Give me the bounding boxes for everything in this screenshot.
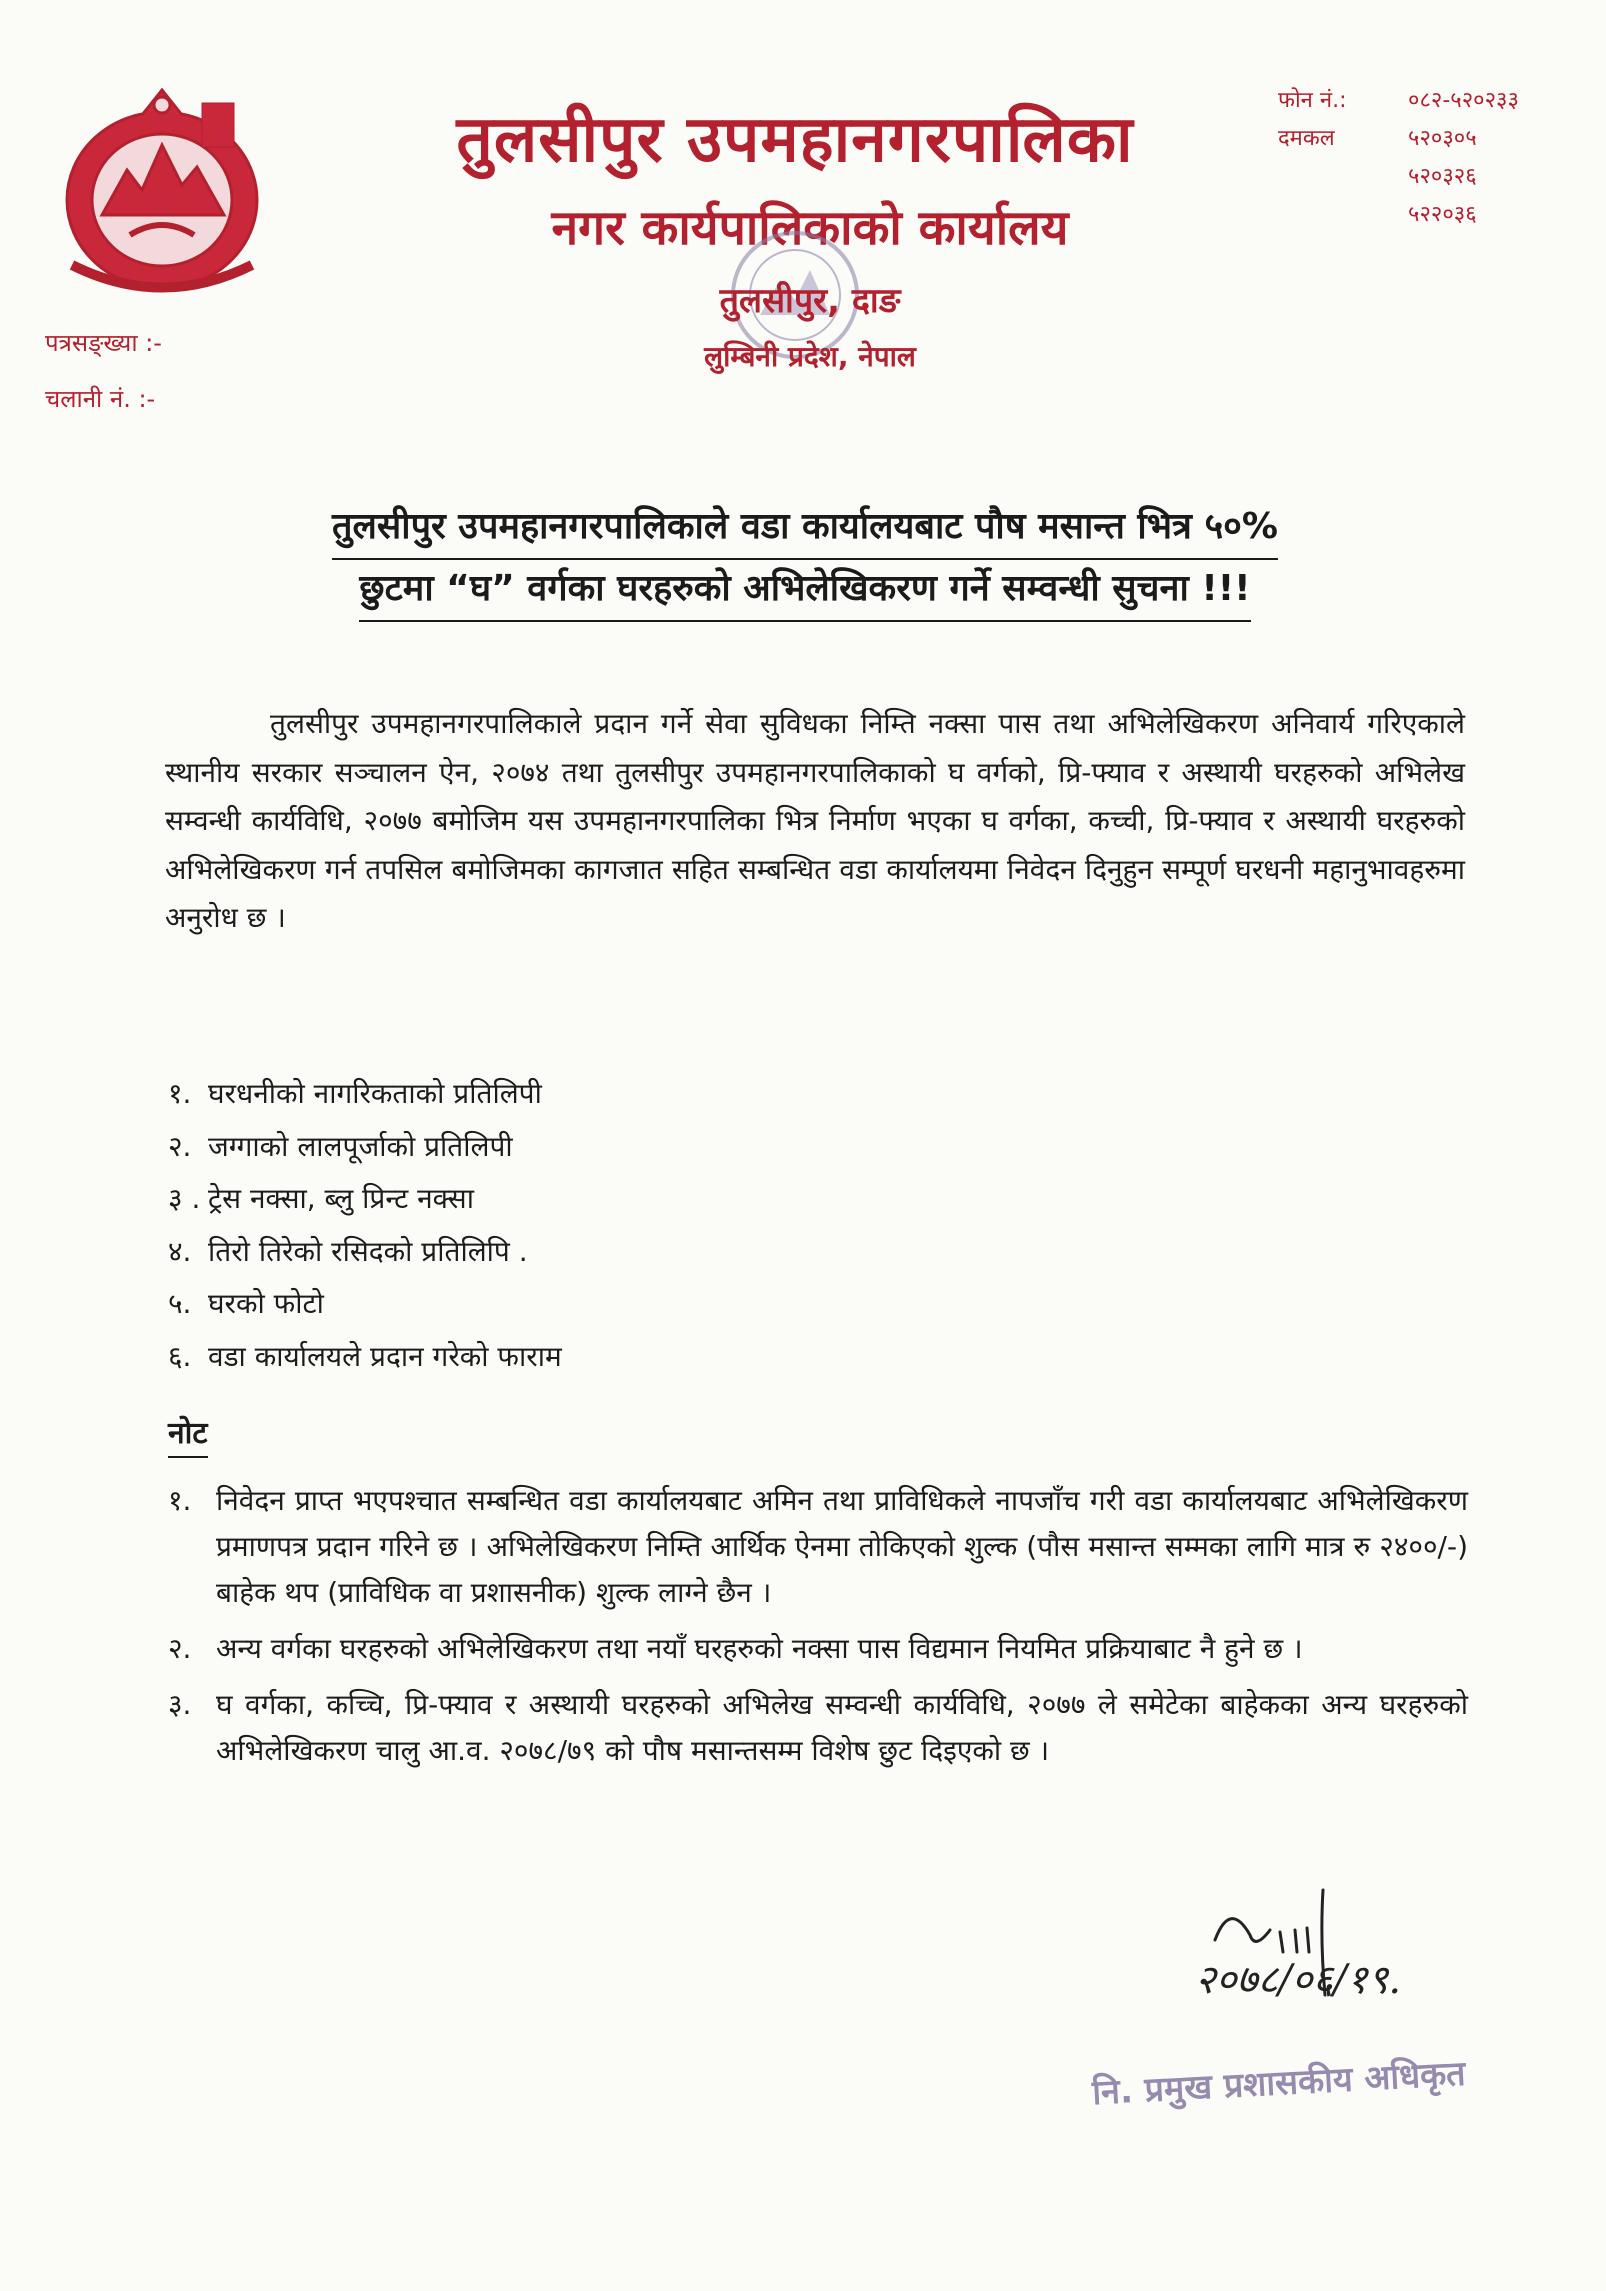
phone-label: फोन नं.:: [1278, 88, 1347, 113]
list-item: [168, 1121, 1368, 1174]
office-name: नगर कार्यपालिकाको कार्यालय: [551, 200, 1069, 256]
note-number: ३.: [168, 1688, 192, 1721]
phone-row: [1278, 82, 1578, 120]
notice-title: [120, 498, 1490, 622]
notice-body-paragraph: तुलसीपुर उपमहानगरपालिकाले प्रदान गर्ने सेवा सुविधका निम्ति नक्सा पास तथा अभिलेखिकरण अनिवार्य गरिएकाले स्थानीय सरकार सञ्चालन ऐन, २०७४ तथा तुलसीपुर उपमहानगरपालिकाको घ वर्गको, प्रि-फ्याव र अस्थायी घरहरुको अभिलेख सम्वन्धी कार्यविधि, २०७७ बमोजिम यस उपमहानगरपालिका भित्र निर्माण भएका घ वर्गका, कच्ची, प्रि-फ्याव र अस्थायी घरहरुको अभिलेखिकरण गर्न तपसिल बमोजिमका कागजात सहित सम्बन्धित वडा कार्यालयमा निवेदन दिनुहुन सम्पूर्ण घरधनी महानुभावहरुमा अनुरोध छ ।: [165, 707, 1465, 934]
note-text: निवेदन प्राप्त भएपश्चात सम्बन्धित वडा कार्यालयबाट अमिन तथा प्राविधिकले नापजाँच गरी वडा कार्यालयबाट अभिलेखिकरण प्रमाणपत्र प्रदान गरिने छ । अभिलेखिकरण निम्ति आर्थिक ऐनमा तोकिएको शुल्क (पौस मसान्त सम्मका लागि मात्र रु २४००/-) बाहेक थप (प्राविधिक वा प्रशासनीक) शुल्क लाग्ने छैन ।: [216, 1484, 1468, 1609]
nepal-emblem-logo: [42, 75, 287, 300]
phone-label: [1278, 158, 1388, 196]
phone-label: [1278, 196, 1388, 234]
notice-title-line2: छुटमा “घ” वर्गका घरहरुको अभिलेखिकरण गर्ने सम्वन्धी सुचना !!!: [359, 560, 1250, 622]
phone-label: दमकल: [1278, 126, 1335, 151]
item-text: तिरो तिरेको रसिदको प्रतिलिपि .: [208, 1234, 528, 1268]
phone-row: [1278, 196, 1578, 234]
signature-date: २०७८/०६/१९.: [1195, 1957, 1402, 2003]
note-item: [168, 1478, 1468, 1616]
item-text: घरको फोटो: [208, 1287, 324, 1320]
office-province: लुम्बिनी प्रदेश, नेपाल: [704, 340, 916, 373]
list-item: [168, 1173, 1368, 1226]
office-location: तुलसीपुर, दाङ: [719, 281, 901, 321]
note-number: १.: [168, 1484, 192, 1517]
item-number: ४.: [168, 1234, 192, 1268]
item-text: ट्रेस नक्सा, ब्लु प्रिन्ट नक्सा: [208, 1182, 474, 1215]
list-item: [168, 1226, 1368, 1279]
designation-stamp: नि. प्रमुख प्रशासकीय अधिकृत: [1091, 2053, 1467, 2114]
requirements-list: [168, 1068, 1368, 1383]
organization-name: तुलसीपुर उपमहानगरपालिका: [456, 103, 1134, 177]
item-number: ६.: [168, 1339, 192, 1373]
phone-number: ५२०३२६: [1408, 164, 1477, 189]
item-number: १.: [168, 1077, 192, 1110]
list-item: [168, 1331, 1368, 1384]
notice-title-line1: तुलसीपुर उपमहानगरपालिकाले वडा कार्यालयबाट पौष मसान्त भित्र ५०%: [332, 498, 1278, 560]
phone-number: ५२०३०५: [1408, 126, 1477, 151]
item-text: घरधनीको नागरिकताको प्रतिलिपी: [208, 1077, 542, 1110]
letter-number-label: पत्रसङ्ख्या :-: [45, 329, 162, 357]
note-text: घ वर्गका, कच्चि, प्रि-फ्याव र अस्थायी घरहरुको अभिलेख सम्वन्धी कार्यविधि, २०७७ ले समेटेका बाहेकका अन्य घरहरुको अभिलेखिकरण चालु आ.व. २०७८/७९ को पौष मसान्तसम्म विशेष छुट दिइएको छ ।: [216, 1688, 1468, 1767]
item-number: ५.: [168, 1287, 192, 1320]
list-item: [168, 1068, 1368, 1121]
list-item: [168, 1278, 1368, 1331]
item-number: २.: [168, 1129, 192, 1163]
phone-number: ५२२०३६: [1408, 202, 1477, 227]
phone-row: [1278, 158, 1578, 196]
dispatch-number-label: चलानी नं. :-: [45, 385, 156, 413]
phone-row: [1278, 120, 1578, 158]
note-text: अन्य वर्गका घरहरुको अभिलेखिकरण तथा नयाँ घरहरुको नक्सा पास विद्यमान नियमित प्रक्रियाबाट नै हुने छ ।: [216, 1632, 1303, 1665]
item-text: जग्गाको लालपूर्जाको प्रतिलिपी: [208, 1129, 513, 1163]
item-text: वडा कार्यालयले प्रदान गरेको फाराम: [208, 1339, 562, 1373]
phone-numbers: [1278, 82, 1578, 234]
note-item: [168, 1682, 1468, 1774]
note-heading: नोट: [168, 1412, 208, 1458]
phone-number: ०८२-५२०२३३: [1408, 88, 1519, 113]
note-item: [168, 1626, 1468, 1672]
notes-list: [168, 1478, 1468, 1784]
item-number: ३ .: [168, 1182, 201, 1215]
note-number: २.: [168, 1632, 192, 1665]
